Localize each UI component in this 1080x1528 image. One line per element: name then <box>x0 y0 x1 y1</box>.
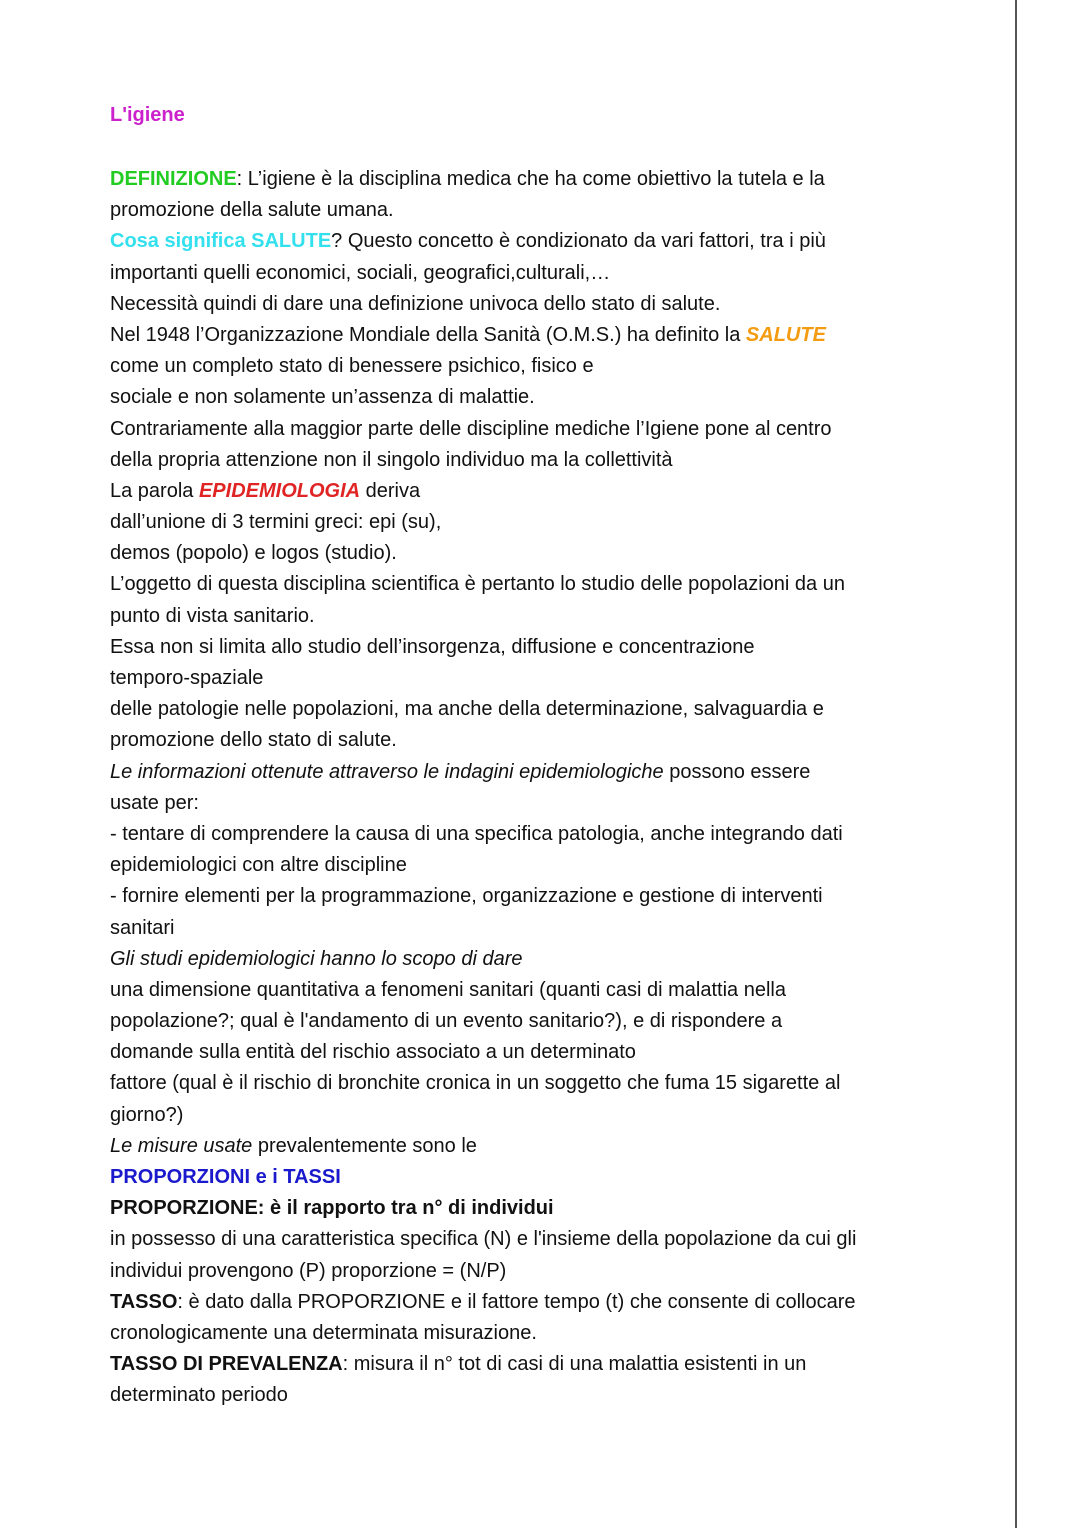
text-line <box>110 1193 990 1224</box>
text-segment: della propria attenzione non il singolo individuo ma la collettività <box>110 448 673 471</box>
text-segment: promozione dello stato di salute. <box>110 729 397 752</box>
text-line <box>110 819 990 850</box>
text-segment: individui provengono (P) proporzione = (N/P) <box>110 1259 507 1282</box>
text-line <box>110 694 990 725</box>
text-segment: una dimensione quantitativa a fenomeni sanitari (quanti casi di malattia nella <box>110 978 786 1001</box>
text-line <box>110 226 990 257</box>
text-line <box>110 164 990 195</box>
text-segment: cronologicamente una determinata misurazione. <box>110 1321 537 1344</box>
text-line <box>110 881 990 912</box>
text-segment: determinato periodo <box>110 1384 288 1407</box>
text-line <box>110 788 990 819</box>
text-segment: - tentare di comprendere la causa di una specifica patologia, anche integrando dati <box>110 822 843 845</box>
text-line <box>110 1256 990 1287</box>
text-segment: Contrariamente alla maggior parte delle discipline mediche l’Igiene pone al centro <box>110 417 832 440</box>
text-line <box>110 538 990 569</box>
text-segment: usate per: <box>110 791 199 814</box>
text-segment: Le misure usate <box>110 1134 253 1157</box>
text-segment: possono essere <box>663 760 811 783</box>
text-segment: : L’igiene è la disciplina medica che ha come obiettivo la tutela e la <box>236 168 825 190</box>
text-line <box>110 1131 990 1162</box>
text-line <box>110 1037 990 1068</box>
text-segment: giorno?) <box>110 1103 184 1126</box>
text-segment: prevalentemente sono le <box>252 1134 477 1157</box>
text-segment: demos (popolo) e logos (studio). <box>110 542 397 565</box>
text-segment: popolazione?; qual è l'andamento di un evento sanitario?), e di rispondere a <box>110 1010 783 1033</box>
text-line <box>110 351 990 382</box>
text-line <box>110 445 990 476</box>
highlighted-term: Cosa significa SALUTE <box>110 230 332 253</box>
text-line <box>110 569 990 600</box>
text-line <box>110 1162 990 1193</box>
text-segment: L’oggetto di questa disciplina scientifica è pertanto lo studio delle popolazioni da un <box>110 573 845 596</box>
text-line <box>110 1380 990 1411</box>
text-segment: : misura il n° tot di casi di una malattia esistenti in un <box>342 1353 807 1376</box>
text-segment: come un completo stato di benessere psichico, fisico e <box>110 355 594 378</box>
text-segment: dall’unione di 3 termini greci: epi (su), <box>110 511 442 534</box>
text-segment: ? Questo concetto è condizionato da vari fattori, tra i più <box>331 230 826 253</box>
text-line <box>110 289 990 320</box>
text-line <box>110 320 990 351</box>
text-segment: punto di vista sanitario. <box>110 604 315 627</box>
text-segment: Gli studi epidemiologici hanno lo scopo di dare <box>110 947 523 970</box>
highlighted-term: PROPORZIONI e i TASSI <box>110 1166 341 1188</box>
text-segment: domande sulla entità del rischio associato a un determinato <box>110 1041 636 1064</box>
text-line <box>110 476 990 507</box>
text-line <box>110 944 990 975</box>
text-line <box>110 382 990 413</box>
text-segment: in possesso di una caratteristica specifica (N) e l'insieme della popolazione da cui gli <box>110 1228 857 1251</box>
highlighted-term: PROPORZIONE: è il rapporto tra n° di individui <box>110 1197 554 1220</box>
highlighted-term: TASSO <box>110 1290 178 1313</box>
text-line <box>110 1224 990 1255</box>
text-segment: importanti quelli economici, sociali, geografici,culturali,… <box>110 261 611 284</box>
text-segment: Nel 1948 l’Organizzazione Mondiale della Sanità (O.M.S.) ha definito la <box>110 323 746 346</box>
highlighted-term: TASSO DI PREVALENZA <box>110 1353 343 1376</box>
text-line <box>110 1068 990 1099</box>
text-segment: Essa non si limita allo studio dell’insorgenza, diffusione e concentrazione <box>110 635 755 658</box>
text-line <box>110 195 990 226</box>
text-segment: promozione della salute umana. <box>110 199 394 222</box>
text-segment: delle patologie nelle popolazioni, ma anche della determinazione, salvaguardia e <box>110 698 824 721</box>
text-line <box>110 1287 990 1318</box>
text-line <box>110 1006 990 1037</box>
text-segment: deriva <box>360 479 421 502</box>
text-line <box>110 1349 990 1380</box>
text-line <box>110 975 990 1006</box>
highlighted-term: EPIDEMIOLOGIA <box>198 479 361 502</box>
text-segment: fattore (qual è il rischio di bronchite cronica in un soggetto che fuma 15 sigarette al <box>110 1072 841 1095</box>
text-line <box>110 258 990 289</box>
text-line <box>110 632 990 663</box>
text-line <box>110 725 990 756</box>
text-segment: Le informazioni ottenute attraverso le indagini epidemiologiche <box>110 760 664 783</box>
text-line <box>110 601 990 632</box>
text-line <box>110 913 990 944</box>
text-segment: temporo-spaziale <box>110 667 264 689</box>
document-body <box>110 164 990 1412</box>
text-line <box>110 850 990 881</box>
text-line <box>110 1318 990 1349</box>
text-segment: sanitari <box>110 916 175 939</box>
text-segment: Necessità quindi di dare una definizione univoca dello stato di salute. <box>110 292 721 315</box>
text-line <box>110 1100 990 1131</box>
text-segment: sociale e non solamente un’assenza di malattie. <box>110 386 535 409</box>
text-line <box>110 507 990 538</box>
text-segment: - fornire elementi per la programmazione, organizzazione e gestione di interventi <box>110 885 823 908</box>
document-title: L'igiene <box>110 104 185 126</box>
text-line <box>110 663 990 694</box>
text-segment: La parola <box>110 479 199 502</box>
text-line <box>110 414 990 445</box>
highlighted-term: SALUTE <box>745 323 826 346</box>
text-segment: : è dato dalla PROPORZIONE e il fattore tempo (t) che consente di collocare <box>177 1290 856 1313</box>
text-line <box>110 757 990 788</box>
highlighted-term: DEFINIZIONE <box>110 168 237 190</box>
page-edge-divider <box>1015 0 1017 1528</box>
text-segment: epidemiologici con altre discipline <box>110 854 407 877</box>
